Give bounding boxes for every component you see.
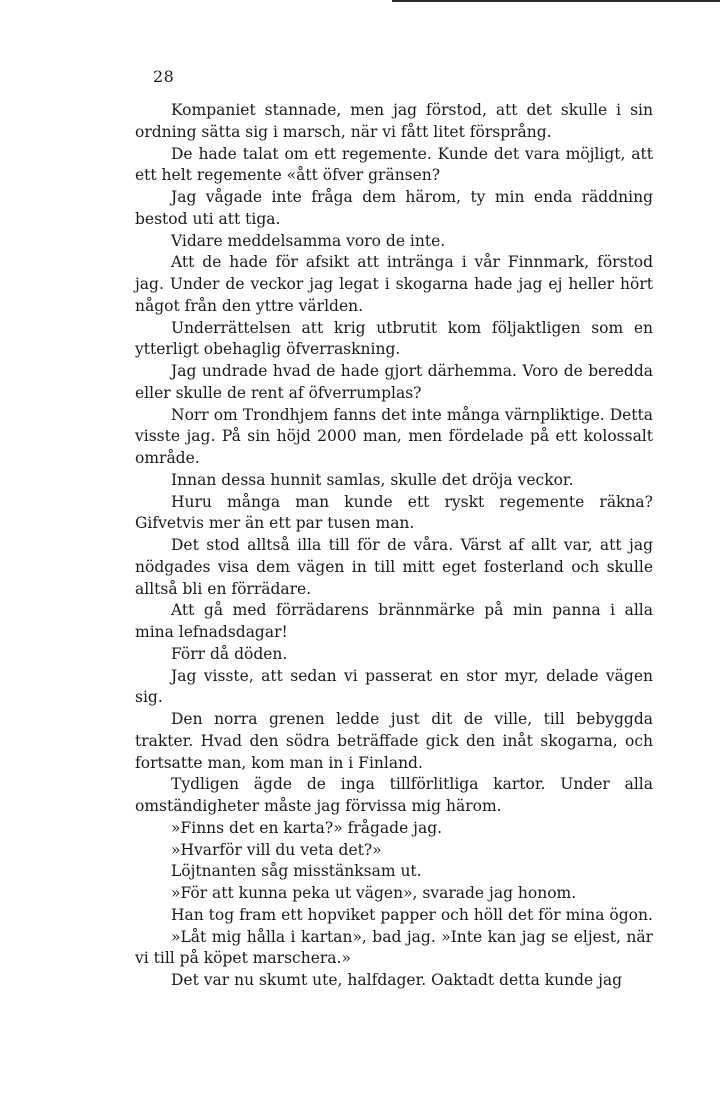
paragraph: »Låt mig hålla i kartan», bad jag. »Inte kan jag se eljest, när vi till på köpet marschera.» (135, 927, 653, 968)
paragraph: Förr då döden. (171, 644, 288, 663)
paragraph: Att de hade för afsikt att intränga i vår Finnmark, förstod jag. Under de veckor jag legat i skogarna hade jag ej heller hört något från den yttre världen. (135, 253, 653, 315)
top-edge-rule (392, 0, 720, 2)
paragraph: Huru många man kunde ett ryskt regemente räkna? Gifvetvis mer än ett par tusen man. (135, 492, 653, 533)
paragraph: Jag undrade hvad de hade gjort därhemma. Voro de beredda eller skulle de rent af öfverrumplas? (135, 362, 653, 402)
body-text (135, 100, 653, 992)
paragraph: Kompaniet stannade, men jag förstod, att det skulle i sin ordning sätta sig i marsch, när vi fått litet försprång. (135, 101, 653, 141)
paragraph: Det stod alltså illa till för de våra. Värst af allt var, att jag nödgades visa dem vägen in till mitt eget fosterland och skulle alltså bli en förrädare. (135, 536, 653, 598)
paragraph: Vidare meddelsamma voro de inte. (171, 231, 446, 250)
paragraph: Jag vågade inte fråga dem härom, ty min enda räddning bestod uti att tiga. (135, 188, 653, 228)
paragraph: Att gå med förrädarens brännmärke på min panna i alla mina lefnadsdagar! (135, 601, 653, 641)
paragraph: Jag visste, att sedan vi passerat en stor myr, delade vägen sig. (135, 666, 653, 707)
paragraph: Han tog fram ett hopviket papper och höll det för mina ögon. (171, 905, 653, 924)
paragraph: Den norra grenen ledde just dit de ville, till bebyggda trakter. Hvad den södra beträffade gick den inåt skogarna, och fortsatte man, kom man in i Finland. (135, 710, 653, 772)
page-number: 28 (153, 67, 175, 86)
paragraph: Innan dessa hunnit samlas, skulle det dröja veckor. (171, 470, 574, 489)
paragraph: Underrättelsen att krig utbrutit kom följaktligen som en ytterligt obehaglig öfverraskning. (135, 318, 653, 359)
paragraph: Tydligen ägde de inga tillförlitliga kartor. Under alla omständigheter måste jag förvissa mig härom. (135, 775, 653, 815)
paragraph: Norr om Trondhjem fanns det inte många värnpliktige. Detta visste jag. På sin höjd 2000 man, men fördelade på ett kolossalt område. (135, 405, 653, 467)
paragraph: »Finns det en karta?» frågade jag. (171, 818, 443, 837)
paragraph: De hade talat om ett regemente. Kunde det vara möjligt, att ett helt regemente «ått öfver gränsen? (135, 144, 653, 185)
paragraph: Löjtnanten såg misstänksam ut. (171, 862, 422, 881)
paragraph: »Hvarför vill du veta det?» (171, 840, 382, 859)
paragraph: Det var nu skumt ute, halfdager. Oaktadt detta kunde jag (171, 971, 623, 989)
paragraph: »För att kunna peka ut vägen», svarade jag honom. (171, 884, 577, 902)
